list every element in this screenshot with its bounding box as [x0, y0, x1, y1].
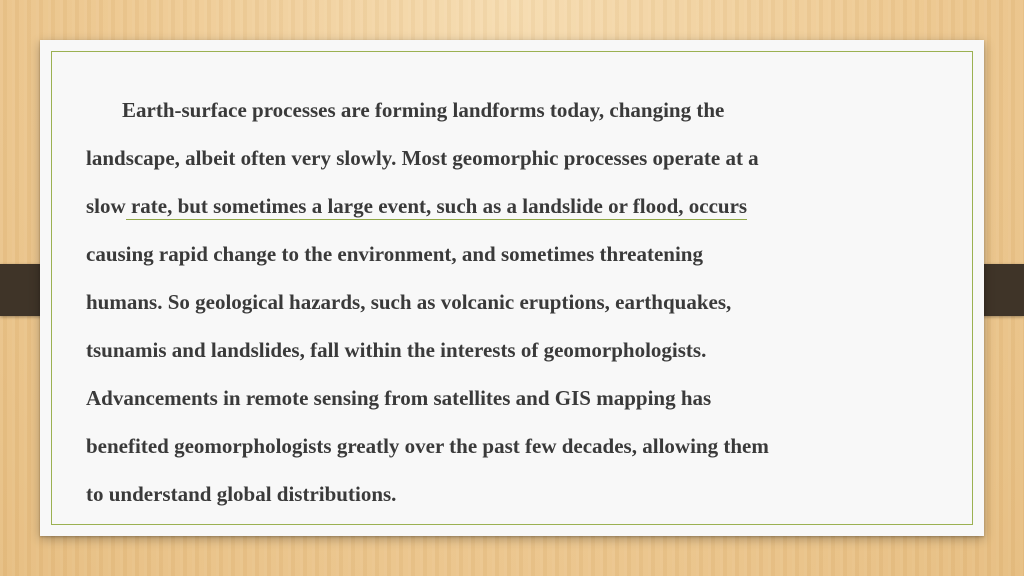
- paragraph-line-7: Advancements in remote sensing from satellites and GIS mapping has: [86, 386, 712, 410]
- slide-inner-frame: [51, 51, 973, 525]
- paragraph-line-1: Earth-surface processes are forming landforms today, changing the: [122, 98, 725, 122]
- slide-card: [40, 40, 984, 536]
- paragraph-line-6: tsunamis and landslides, fall within the interests of geomorphologists.: [86, 338, 707, 362]
- paragraph-line-3: [86, 182, 970, 230]
- slide-body-paragraph: [86, 86, 970, 518]
- paragraph-line-4: causing rapid change to the environment, and sometimes threatening: [86, 242, 703, 266]
- paragraph-line-8: benefited geomorphologists greatly over the past few decades, allowing them: [86, 434, 769, 458]
- paragraph-line-2: landscape, albeit often very slowly. Most geomorphic processes operate at a: [86, 146, 759, 170]
- paragraph-line-5: humans. So geological hazards, such as volcanic eruptions, earthquakes,: [86, 290, 732, 314]
- paragraph-line-9: to understand global distributions.: [86, 482, 397, 506]
- paragraph-line-3-start: slow: [86, 194, 126, 218]
- underlined-phrase: rate, but sometimes a large event, such as a landslide or flood, occurs: [125, 194, 748, 218]
